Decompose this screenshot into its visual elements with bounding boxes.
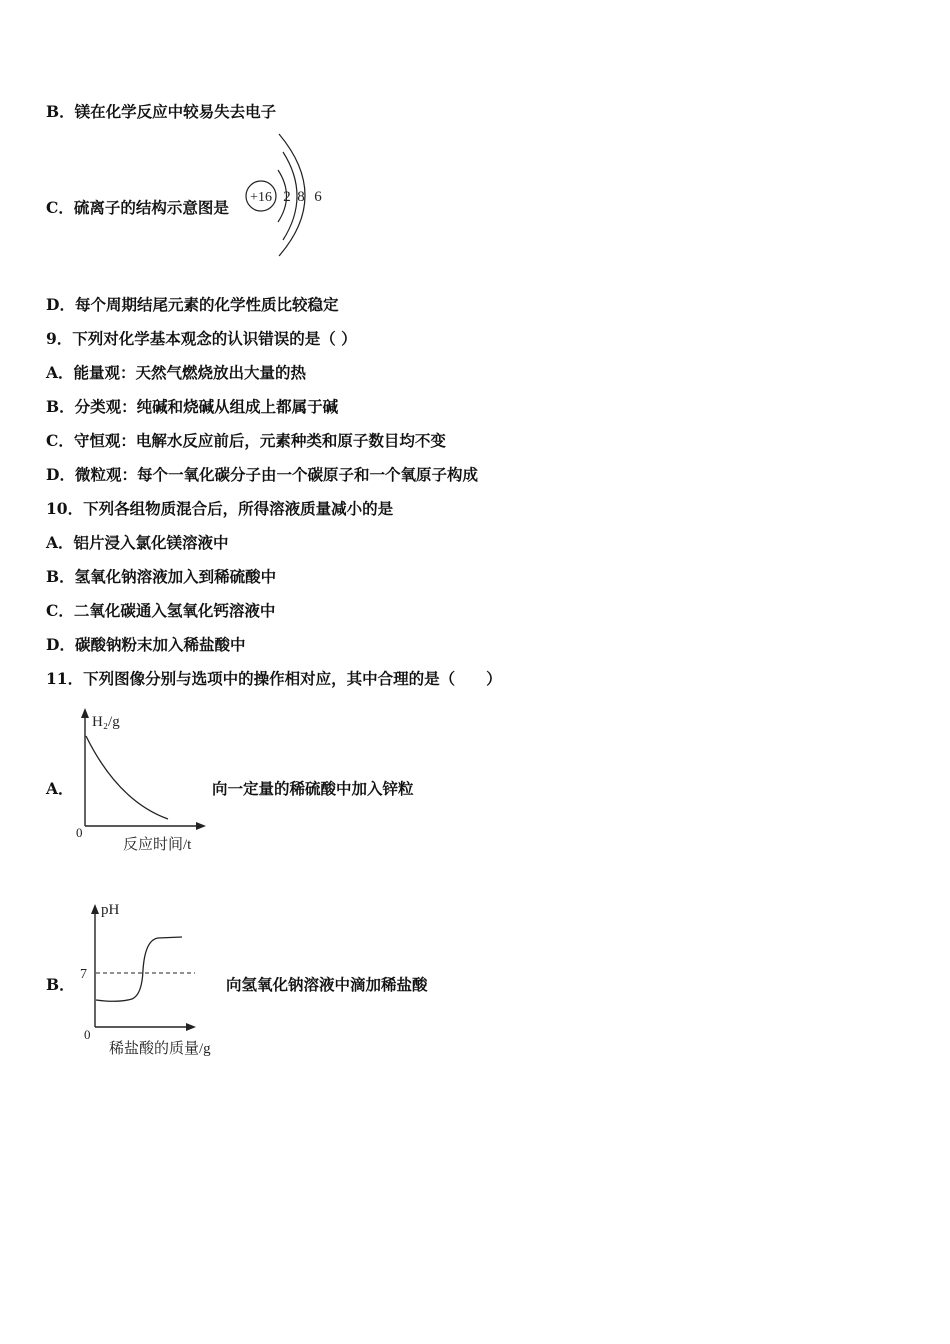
x-axis-label: 反应时间/t	[123, 837, 192, 853]
y-axis-label: H₂/g	[92, 714, 120, 730]
q10-option-b: B．氢氧化钠溶液加入到稀硫酸中	[46, 567, 277, 586]
q11-option-a-text: 向一定量的稀硫酸中加入锌粒	[212, 779, 414, 798]
q10-option-a: A．铝片浸入氯化镁溶液中	[46, 533, 229, 552]
q8-option-b: B．镁在化学反应中较易失去电子	[46, 102, 277, 121]
ph-7-label: 7	[80, 967, 87, 982]
q9-option-a: A．能量观：天然气燃烧放出大量的热	[46, 363, 307, 382]
series-line	[96, 937, 182, 1001]
y-axis-arrow	[81, 708, 89, 718]
nucleus-charge: +16	[250, 190, 272, 205]
q11-option-b-text: 向氢氧化钠溶液中滴加稀盐酸	[226, 975, 428, 994]
q8-option-c: C．硫离子的结构示意图是	[46, 198, 229, 217]
q9-option-c: C．守恒观：电解水反应前后，元素种类和原子数目均不变	[46, 431, 446, 450]
y-axis-arrow	[91, 904, 99, 914]
sulfur-ion-structure-diagram	[243, 130, 333, 260]
origin-label: 0	[76, 825, 83, 840]
q9-option-d: D．微粒观：每个一氧化碳分子由一个碳原子和一个氧原子构成	[46, 465, 478, 484]
q9-stem: 9．下列对化学基本观念的认识错误的是（ ）	[46, 329, 357, 348]
chart-ph-vs-hcl	[70, 900, 240, 1060]
shell-electrons-2: 8	[297, 189, 305, 205]
x-axis-arrow	[186, 1023, 196, 1031]
q10-option-d: D．碳酸钠粉末加入稀盐酸中	[46, 635, 246, 654]
x-axis-label: 稀盐酸的质量/g	[109, 1041, 211, 1057]
q10-option-c: C．二氧化碳通入氢氧化钙溶液中	[46, 601, 276, 620]
shell-electrons-1: 2	[283, 189, 291, 205]
q11-option-a-label: A．	[46, 779, 74, 798]
series-line	[86, 736, 168, 819]
q9-option-b: B．分类观：纯碱和烧碱从组成上都属于碱	[46, 397, 339, 416]
q8-option-d: D．每个周期结尾元素的化学性质比较稳定	[46, 295, 339, 314]
y-axis-label: pH	[101, 902, 120, 918]
chart-h2-vs-time	[70, 706, 210, 856]
x-axis-arrow	[196, 822, 206, 830]
q11-option-b-label: B．	[46, 975, 75, 994]
q11-stem: 11．下列图像分别与选项中的操作相对应，其中合理的是（ ）	[46, 669, 502, 688]
origin-label: 0	[84, 1027, 91, 1042]
q10-stem: 10．下列各组物质混合后，所得溶液质量减小的是	[46, 499, 394, 518]
shell-electrons-3: 6	[314, 189, 322, 205]
